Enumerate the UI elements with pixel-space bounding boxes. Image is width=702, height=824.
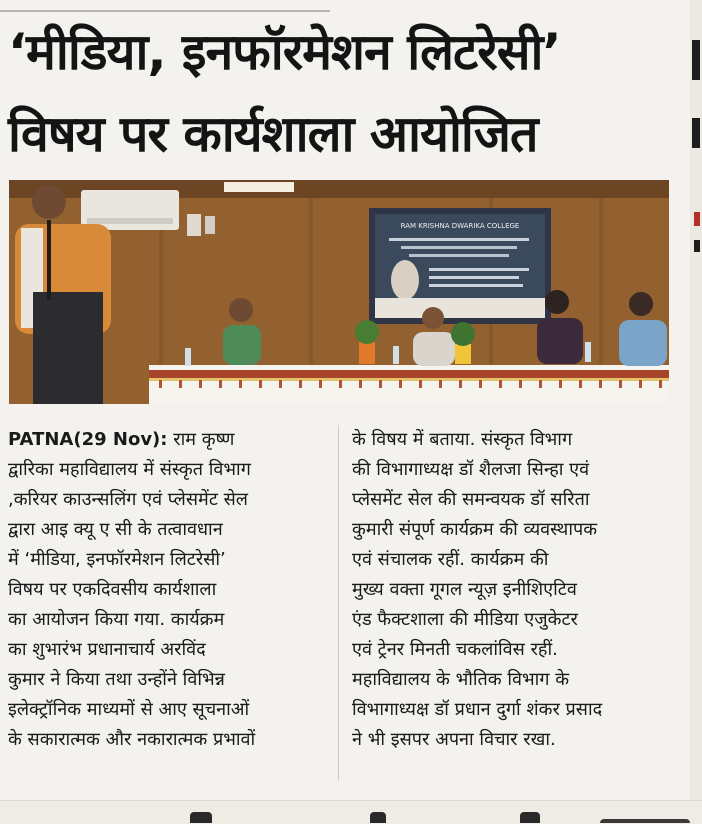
next-headline-fragment bbox=[520, 812, 540, 823]
next-article-strip bbox=[0, 800, 702, 824]
column-1-line-2: द्वारिका महाविद्यालय में संस्कृत विभाग bbox=[8, 459, 251, 480]
headline-line-1: ‘मीडिया, इनफॉरमेशन लिटरेसी’ bbox=[8, 23, 561, 81]
event-photo-illustration bbox=[9, 180, 669, 404]
next-headline-fragment bbox=[370, 812, 386, 823]
column-2-line-7: एंड फैक्टशाला की मीडिया एजुकेटर bbox=[352, 609, 578, 630]
column-1-line-5: में ‘मीडिया, इनफॉरमेशन लिटरेसी’ bbox=[8, 549, 226, 570]
column-1-line-11: के सकारात्मक और नकारात्मक प्रभावों bbox=[8, 729, 256, 750]
column-2-line-11: ने भी इसपर अपना विचार रखा. bbox=[352, 729, 556, 750]
column-1-line-7: का आयोजन किया गया. कार्यक्रम bbox=[8, 609, 225, 630]
edge-glyph bbox=[694, 240, 700, 252]
column-1-line-4: द्वारा आइ क्यू ए सी के तत्वावधान bbox=[8, 519, 223, 540]
column-1-line-6: विषय पर एकदिवसीय कार्यशाला bbox=[8, 579, 217, 600]
edge-glyph bbox=[692, 40, 700, 80]
edge-glyph bbox=[694, 212, 700, 226]
column-1-line-10: इलेक्ट्रॉनिक माध्यमों से आए सूचनाओं bbox=[8, 699, 250, 720]
column-1-line-3: ,करियर काउन्सलिंग एवं प्लेसमेंट सेल bbox=[8, 489, 248, 510]
column-2-line-8: एवं ट्रेनर मिनती चकलांविस रहीं. bbox=[352, 639, 558, 660]
screen-title: RAM KRISHNA DWARIKA COLLEGE bbox=[400, 222, 520, 230]
column-2-line-9: महाविद्यालय के भौतिक विभाग के bbox=[352, 669, 570, 690]
column-2-line-3: प्लेसमेंट सेल की समन्वयक डॉ सरिता bbox=[352, 489, 590, 510]
article-column-1 bbox=[8, 425, 328, 755]
column-2-line-4: कुमारी संपूर्ण कार्यक्रम की व्यवस्थापक bbox=[352, 519, 598, 540]
column-divider bbox=[338, 425, 339, 780]
column-2-line-2: की विभागाध्यक्ष डॉ शैलजा सिन्हा एवं bbox=[352, 459, 590, 480]
column-1-line-8: का शुभारंभ प्रधानाचार्य अरविंद bbox=[8, 639, 206, 660]
top-rule bbox=[0, 0, 330, 12]
column-2-line-6: मुख्य वक्ता गूगल न्यूज़ इनीशिएटिव bbox=[352, 579, 577, 600]
edge-glyph bbox=[692, 118, 700, 148]
next-headline-fragment bbox=[190, 812, 212, 823]
next-headline-fragment bbox=[600, 819, 690, 823]
headline-line-2: विषय पर कार्यशाला आयोजित bbox=[8, 105, 538, 163]
adjacent-page-edge bbox=[690, 0, 702, 823]
dateline: PATNA(29 Nov): bbox=[8, 429, 168, 450]
event-photo bbox=[9, 180, 669, 404]
column-1-line-1 bbox=[8, 425, 328, 455]
article-column-2 bbox=[352, 425, 670, 755]
column-1-line-9: कुमार ने किया तथा उन्होंने विभिन्न bbox=[8, 669, 225, 690]
column-1-line-1-text: राम कृष्ण bbox=[173, 429, 235, 450]
column-2-line-5: एवं संचालक रहीं. कार्यक्रम की bbox=[352, 549, 549, 570]
column-2-line-1: के विषय में बताया. संस्कृत विभाग bbox=[352, 429, 573, 450]
column-2-line-10: विभागाध्यक्ष डॉ प्रधान दुर्गा शंकर प्रसाद bbox=[352, 699, 603, 720]
